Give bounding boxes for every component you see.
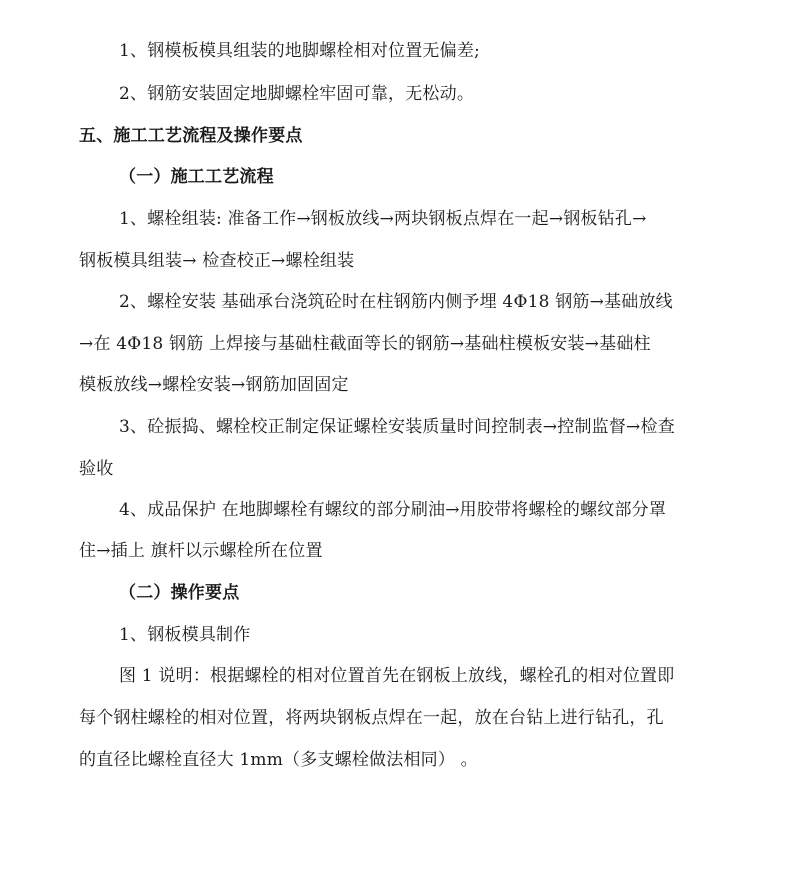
paragraph-line: 的直径比螺栓直径大 1mm（多支螺栓做法相同） 。 [79,750,478,770]
subsection-heading: （二）操作要点 [119,583,240,603]
section-heading: 五、施工工艺流程及操作要点 [79,126,303,146]
paragraph-line: 每个钢柱螺栓的相对位置，将两块钢板点焊在一起，放在台钻上进行钻孔，孔 [79,708,664,728]
paragraph-line: 1、钢板模具制作 [119,625,251,645]
paragraph-line: 验收 [79,459,114,479]
paragraph-line: 2、螺栓安装 基础承台浇筑砼时在柱钢筋内侧予埋 4Φ18 钢筋→基础放线 [119,292,673,312]
paragraph-line: 钢板模具组装→ 检查校正→螺栓组装 [79,251,355,271]
paragraph-line: 4、成品保护 在地脚螺栓有螺纹的部分刷油→用胶带将螺栓的螺纹部分罩 [119,500,667,520]
paragraph-line: 模板放线→螺栓安装→钢筋加固固定 [79,375,349,395]
paragraph-line: 1、钢模板模具组装的地脚螺栓相对位置无偏差; [119,41,480,61]
paragraph-line: 图 1 说明：根据螺栓的相对位置首先在钢板上放线，螺栓孔的相对位置即 [119,666,675,686]
paragraph-line: 3、砼振捣、螺栓校正制定保证螺栓安装质量时间控制表→控制监督→检查 [119,417,675,437]
paragraph-line: 1、螺栓组装: 准备工作→钢板放线→两块钢板点焊在一起→钢板钻孔→ [119,209,647,229]
paragraph-line: 2、钢筋安装固定地脚螺栓牢固可靠，无松动。 [119,84,475,104]
paragraph-line: 住→插上 旗杆以示螺栓所在位置 [79,541,323,561]
subsection-heading: （一）施工工艺流程 [119,167,274,187]
paragraph-line: →在 4Φ18 钢筋 上焊接与基础柱截面等长的钢筋→基础柱模板安装→基础柱 [79,334,651,354]
